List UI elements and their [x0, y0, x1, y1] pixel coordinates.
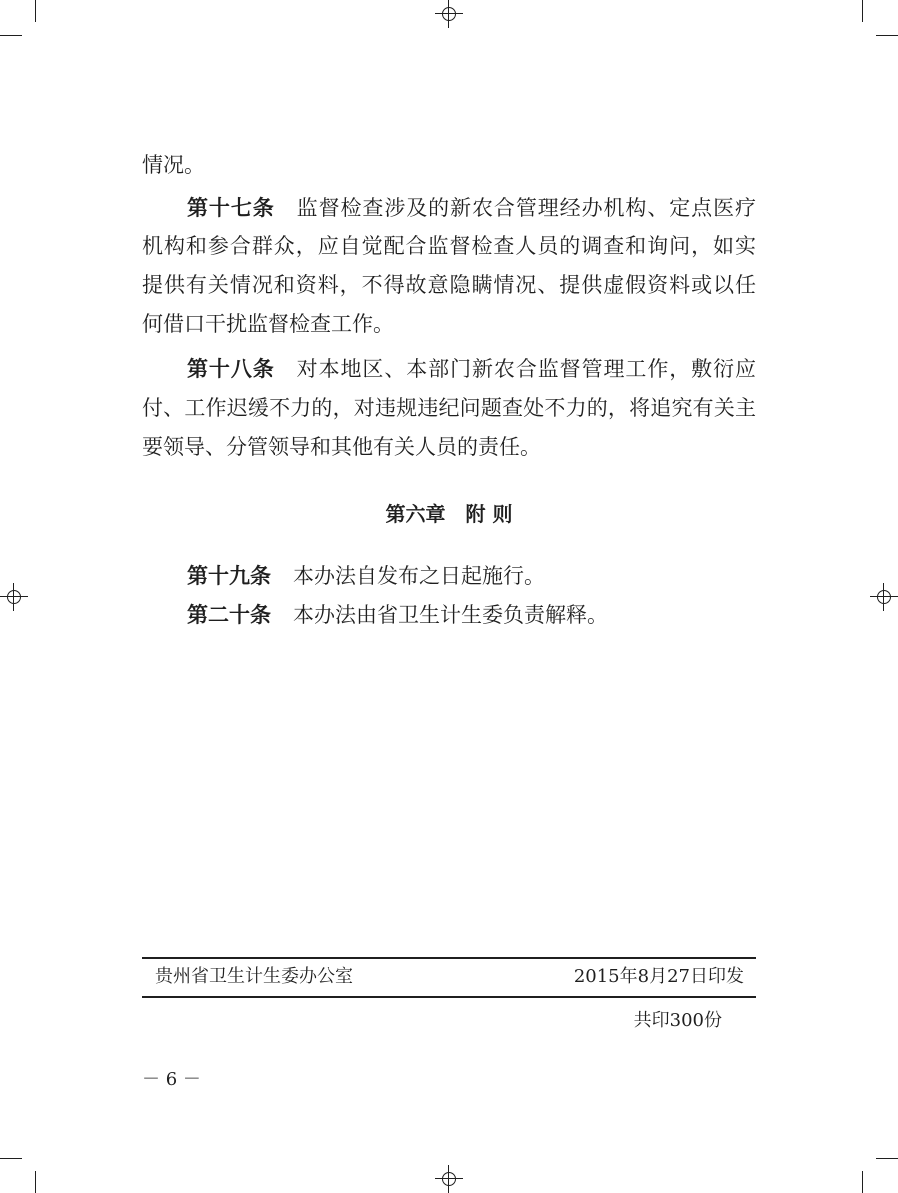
- registration-mark-bottom-icon: [435, 1165, 463, 1193]
- body-line: 提供有关情况和资料，不得故意隐瞒情况、提供虚假资料或以任: [142, 273, 756, 297]
- footer-top-rule: [142, 957, 756, 959]
- article-19-text: 本办法自发布之日起施行。: [293, 564, 545, 588]
- registration-mark-left-icon: [0, 583, 28, 611]
- article-20-label: 第二十条: [187, 603, 271, 627]
- body-line: 机构和参合群众，应自觉配合监督检查人员的调查和询问，如实: [142, 234, 756, 258]
- body-line: 付、工作迟缓不力的，对违规违纪问题查处不力的，将追究有关主: [142, 396, 756, 420]
- article-20-text: 本办法由省卫生计生委负责解释。: [293, 603, 608, 627]
- body-line: 要领导、分管领导和其他有关人员的责任。: [142, 435, 541, 459]
- body-line: 情况。: [142, 153, 205, 177]
- page-number: － 6 －: [142, 1069, 201, 1090]
- registration-mark-top-icon: [435, 0, 463, 28]
- article-18-label: 第十八条: [187, 357, 275, 381]
- article-17-text: 监督检查涉及的新农合管理经办机构、定点医疗: [296, 196, 757, 220]
- print-copies: 共印300份: [633, 1010, 722, 1031]
- article-19: [187, 561, 756, 591]
- article-20: [187, 600, 756, 630]
- article-18-first-line: [187, 354, 756, 384]
- chapter-heading: [142, 499, 756, 529]
- chapter-label: 第六章: [385, 502, 446, 526]
- registration-mark-right-icon: [870, 583, 898, 611]
- issuer: 贵州省卫生计生委办公室: [155, 966, 353, 987]
- body-line: 何借口干扰监督检查工作。: [142, 312, 394, 336]
- article-17-label: 第十七条: [187, 196, 275, 220]
- article-18-text: 对本地区、本部门新农合监督管理工作，敷衍应: [296, 357, 757, 381]
- chapter-title: 附 则: [465, 502, 513, 526]
- footer-bottom-rule: [142, 996, 756, 998]
- article-19-label: 第十九条: [187, 564, 271, 588]
- article-17-first-line: [187, 193, 756, 223]
- issue-date: 2015年8月27日印发: [573, 966, 744, 987]
